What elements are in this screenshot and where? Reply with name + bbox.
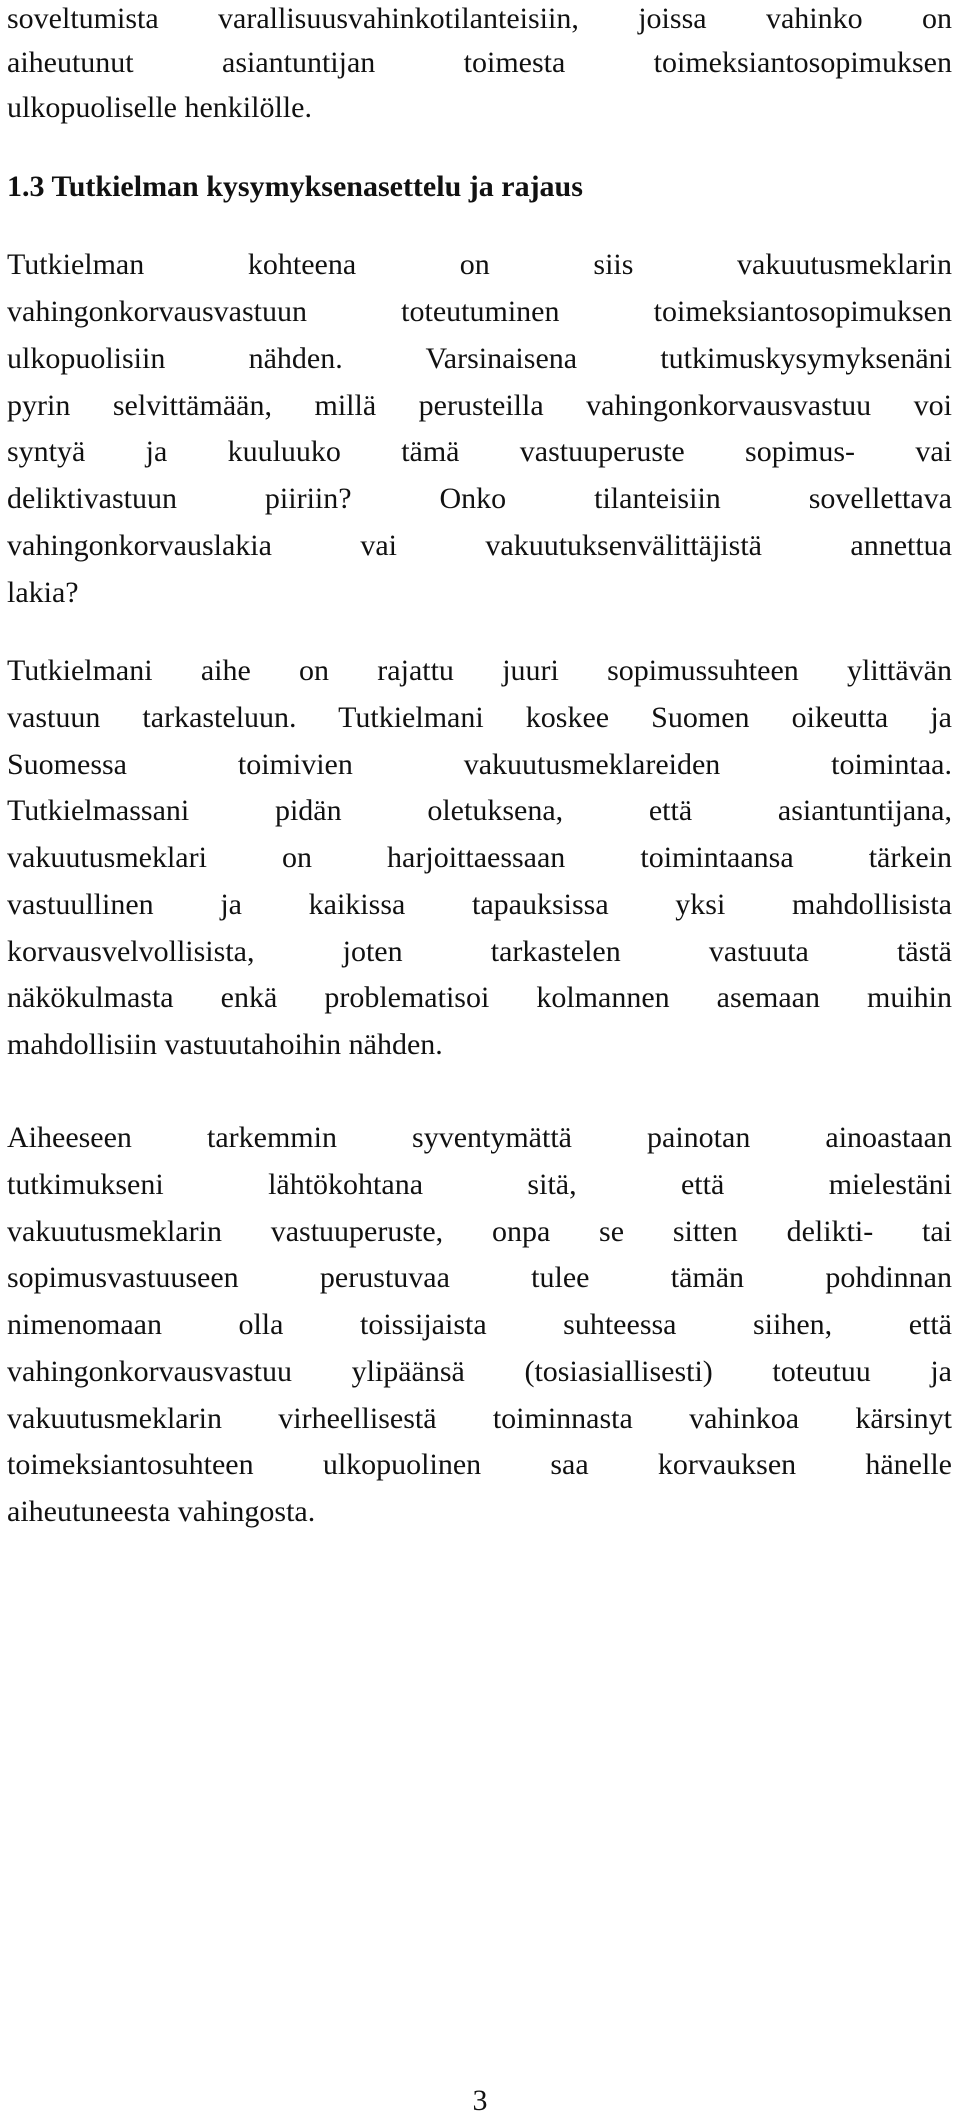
paragraph3-line-4: sopimusvastuuseen perustuvaa tulee tämän pohdinnan bbox=[7, 1261, 952, 1294]
paragraph1-line-3: ulkopuolisiin nähden. Varsinaisena tutkimuskysymyksenäni bbox=[7, 342, 952, 375]
section-title: Tutkielman kysymyksenasettelu ja rajaus bbox=[51, 170, 583, 203]
paragraph1-line-5: syntyä ja kuuluuko tämä vastuuperuste sopimus- vai bbox=[7, 435, 952, 468]
paragraph3-line-3: vakuutusmeklarin vastuuperuste, onpa se sitten delikti- tai bbox=[7, 1215, 952, 1248]
section-number: 1.3 bbox=[7, 170, 45, 203]
paragraph1-line-2: vahingonkorvausvastuun toteutuminen toimeksiantosopimuksen bbox=[7, 295, 952, 328]
paragraph2-line-3: Suomessa toimivien vakuutusmeklareiden toimintaa. bbox=[7, 748, 952, 781]
paragraph3-line-7: vakuutusmeklarin virheellisestä toiminnasta vahinkoa kärsinyt bbox=[7, 1402, 952, 1435]
paragraph2-line-5: vakuutusmeklari on harjoittaessaan toimintaansa tärkein bbox=[7, 841, 952, 874]
intro-line-1: soveltumista varallisuusvahinkotilanteisiin, joissa vahinko on bbox=[7, 2, 952, 35]
paragraph1-line-1: Tutkielman kohteena on siis vakuutusmeklarin bbox=[7, 248, 952, 281]
paragraph3-line-5: nimenomaan olla toissijaista suhteessa siihen, että bbox=[7, 1308, 952, 1341]
intro-line-3: ulkopuoliselle henkilölle. bbox=[7, 91, 312, 124]
paragraph3-line-6: vahingonkorvausvastuu ylipäänsä (tosiasiallisesti) toteutuu ja bbox=[7, 1355, 952, 1388]
paragraph3-line-8: toimeksiantosuhteen ulkopuolinen saa korvauksen hänelle bbox=[7, 1448, 952, 1481]
intro-line-2: aiheutunut asiantuntijan toimesta toimeksiantosopimuksen bbox=[7, 46, 952, 79]
paragraph2-line-7: korvausvelvollisista, joten tarkastelen vastuuta tästä bbox=[7, 935, 952, 968]
paragraph1-line-8: lakia? bbox=[7, 576, 79, 609]
paragraph3-line-2: tutkimukseni lähtökohtana sitä, että mielestäni bbox=[7, 1168, 952, 1201]
paragraph3-line-1: Aiheeseen tarkemmin syventymättä painotan ainoastaan bbox=[7, 1121, 952, 1154]
paragraph2-line-8: näkökulmasta enkä problematisoi kolmannen asemaan muihin bbox=[7, 981, 952, 1014]
paragraph1-line-6: deliktivastuun piiriin? Onko tilanteisiin sovellettava bbox=[7, 482, 952, 515]
paragraph1-line-4: pyrin selvittämään, millä perusteilla vahingonkorvausvastuu voi bbox=[7, 389, 952, 422]
paragraph2-line-1: Tutkielmani aihe on rajattu juuri sopimussuhteen ylittävän bbox=[7, 654, 952, 687]
paragraph2-line-2: vastuun tarkasteluun. Tutkielmani koskee Suomen oikeutta ja bbox=[7, 701, 952, 734]
paragraph2-line-9: mahdollisiin vastuutahoihin nähden. bbox=[7, 1028, 443, 1061]
paragraph1-line-7: vahingonkorvauslakia vai vakuutuksenvälittäjistä annettua bbox=[7, 529, 952, 562]
section-heading bbox=[7, 172, 952, 202]
paragraph2-line-6: vastuullinen ja kaikissa tapauksissa yksi mahdollisista bbox=[7, 888, 952, 921]
paragraph3-line-9: aiheutuneesta vahingosta. bbox=[7, 1495, 316, 1528]
paragraph2-line-4: Tutkielmassani pidän oletuksena, että asiantuntijana, bbox=[7, 794, 952, 827]
page-number: 3 bbox=[472, 2084, 488, 2117]
